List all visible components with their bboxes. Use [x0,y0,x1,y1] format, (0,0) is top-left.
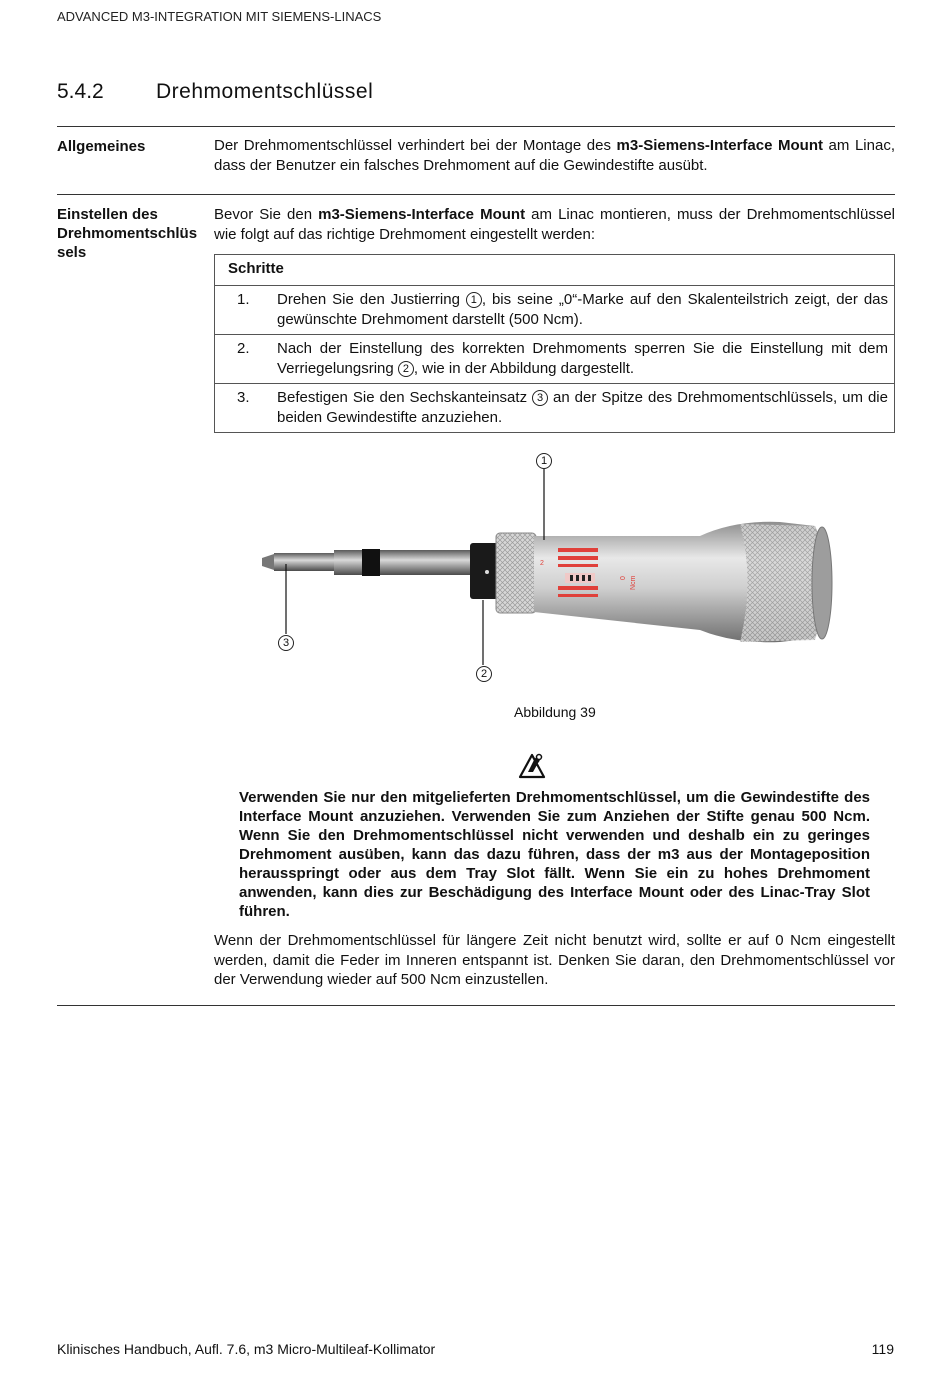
black-collar [362,549,380,576]
step-text-part: , wie in der Abbildung dargestellt. [413,359,635,377]
callout-2: 2 [476,666,492,682]
general-text-bold: m3-Siemens-Interface Mount [616,137,823,154]
warning-text: Verwenden Sie nur den mitgelieferten Drehmomentschlüssel, um die Gewindestifte des Interface Mount anzuziehen. Verwenden Sie zum Anziehen der Stifte genau 500 Ncm. Wenn Sie den Drehmomentschlüssel nicht verwenden und deshalb ein zu geringes Drehmoment ausüben, kann das dazu führen, dass der m3 aus der Montageposition herausspringt oder aus dem Tray Slot fällt. Wenn Sie ein zu hohes Drehmoment anwenden, kann dies zur Beschädigung des Interface Mount oder des Linac-Tray Slot führen. [239,789,870,920]
figure-caption: Abbildung 39 [514,704,596,720]
step-text [277,335,888,383]
scale-mark: 2 [540,560,544,567]
torque-wrench-figure [240,440,860,700]
step-text-part: Nach der Einstellung des korrekten Drehmoments sperren Sie die Einstellung mit dem Verriegelungsring [277,340,888,377]
locking-ring [470,543,498,599]
bit-holder [334,550,364,575]
table-row [215,286,894,335]
callout-3: 3 [278,635,294,651]
steps-table [214,254,895,433]
general-label: Allgemeines [57,138,146,155]
divider [57,1005,895,1006]
wrench-shaft [380,550,472,575]
setup-label: Einstellen des Drehmomentschlüs sels [57,206,198,261]
divider [57,194,895,195]
section-title: Drehmomentschlüssel [156,80,374,103]
table-row [215,384,894,432]
footer-document-title: Klinisches Handbuch, Aufl. 7.6, m3 Micro-Multileaf-Kollimator [57,1341,436,1357]
setup-intro-bold: m3-Siemens-Interface Mount [318,206,526,223]
divider [57,126,895,127]
setup-intro [214,205,895,244]
general-text-part: Der Drehmomentschlüssel verhindert bei der Montage des [214,137,617,154]
setup-intro-part: am Linac montieren, muss der Drehmomentschlüssel wie folgt auf das richtige Drehmoment eingestellt werden: [214,206,895,243]
step-number: 1. [237,291,250,308]
step-text-part: , bis seine „0“-Marke auf den Skalenteilstrich zeigt, der das gewünschte Drehmoment darstellt (500 Ncm). [277,291,888,328]
step-number: 2. [237,340,250,357]
step-text-part: Befestigen Sie den Sechskanteinsatz [277,389,533,406]
general-text-part: am Linac, dass der Benutzer ein falsches Drehmoment auf die Gewindestifte ausübt. [214,137,895,174]
page-number: 119 [871,1341,894,1357]
steps-table-header: Schritte [215,255,894,286]
running-header: ADVANCED M3-INTEGRATION MIT SIEMENS-LINACS [57,9,382,24]
adjusting-ring [496,533,536,613]
step-text-part: an der Spitze des Drehmomentschlüssels, um die beiden Gewindestifte anzuziehen. [277,389,888,426]
callout-1: 1 [536,453,552,469]
scale-mark: 0 [620,576,627,580]
step-number: 3. [237,389,250,406]
warning-hand-icon [517,750,547,780]
step-text-part: Drehen Sie den Justierring [277,291,466,308]
scale-label: Ncm [630,575,637,590]
storage-note: Wenn der Drehmomentschlüssel für längere Zeit nicht benutzt wird, sollte er auf 0 Ncm eingestellt werden, damit die Feder im Inneren entspannt ist. Denken Sie daran, den Drehmomentschlüssel vor der Verwendung wieder auf 500 Ncm einzustellen. [214,932,895,988]
table-row [215,335,894,384]
step-text [277,286,888,334]
setup-intro-part: Bevor Sie den [214,206,319,223]
callout-marker: 1 [466,292,482,308]
callout-marker: 2 [398,361,414,377]
step-text [277,384,888,432]
section-number: 5.4.2 [57,80,104,103]
hex-bit [262,553,334,571]
general-text [214,136,895,175]
callout-marker: 3 [532,390,548,406]
